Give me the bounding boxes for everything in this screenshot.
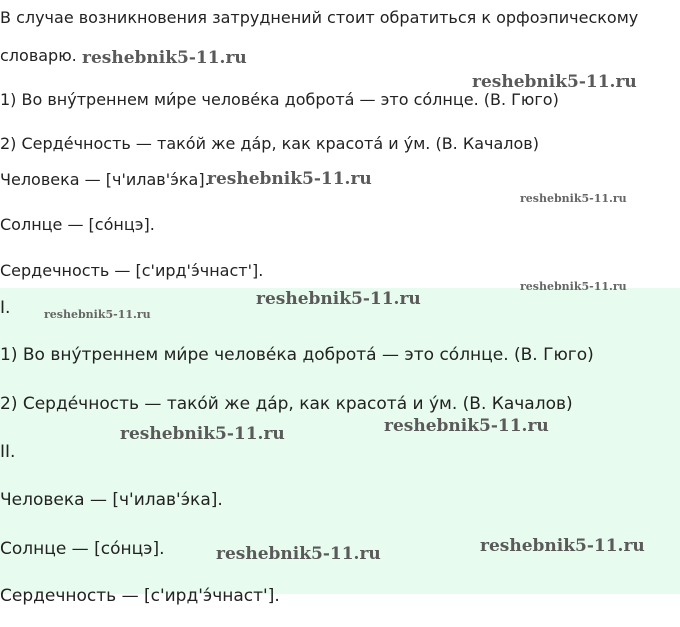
watermark: reshebnik5-11.ru (44, 308, 151, 321)
intro-text-line2: словарю. (0, 46, 77, 65)
answer-sentence-1: 1) Во вну́треннем ми́ре челове́ка доброта́ — это со́лнце. (В. Гюго) (0, 345, 594, 365)
answer-sentence-2: 2) Серде́чность — тако́й же да́р, как красота́ и у́м. (В. Качалов) (0, 394, 573, 414)
watermark: reshebnik5-11.ru (82, 48, 247, 68)
watermark: reshebnik5-11.ru (472, 72, 637, 92)
transcription-chelovek: Человека — [ч'илав'э́ка]. (0, 170, 210, 189)
answer-transcription-serdechnost: Сердечность — [с'ирд'э́чнаст']. (0, 586, 280, 606)
transcription-serdechnost: Сердечность — [с'ирд'э́чнаст']. (0, 261, 264, 280)
watermark: reshebnik5-11.ru (120, 424, 285, 444)
transcription-solntse: Солнце — [со́нцэ]. (0, 215, 155, 234)
roman-numeral-2: II. (0, 442, 16, 462)
intro-text-line1: В случае возникновения затруднений стоит обратиться к орфоэпическому (0, 8, 639, 27)
roman-numeral-1: I. (0, 298, 11, 318)
sentence-2: 2) Серде́чность — тако́й же да́р, как красота́ и у́м. (В. Качалов) (0, 134, 539, 153)
watermark: reshebnik5-11.ru (480, 536, 645, 556)
watermark: reshebnik5-11.ru (520, 192, 627, 205)
answer-transcription-solntse: Солнце — [со́нцэ]. (0, 539, 165, 559)
sentence-1: 1) Во вну́треннем ми́ре челове́ка доброта́ — это со́лнце. (В. Гюго) (0, 90, 559, 109)
answer-transcription-chelovek: Человека — [ч'илав'э́ка]. (0, 490, 223, 510)
watermark: reshebnik5-11.ru (207, 169, 372, 189)
watermark: reshebnik5-11.ru (384, 416, 549, 436)
watermark: reshebnik5-11.ru (216, 544, 381, 564)
answer-transcription-serdechnost-cropped (0, 586, 285, 606)
watermark: reshebnik5-11.ru (256, 289, 421, 309)
watermark: reshebnik5-11.ru (520, 280, 627, 293)
